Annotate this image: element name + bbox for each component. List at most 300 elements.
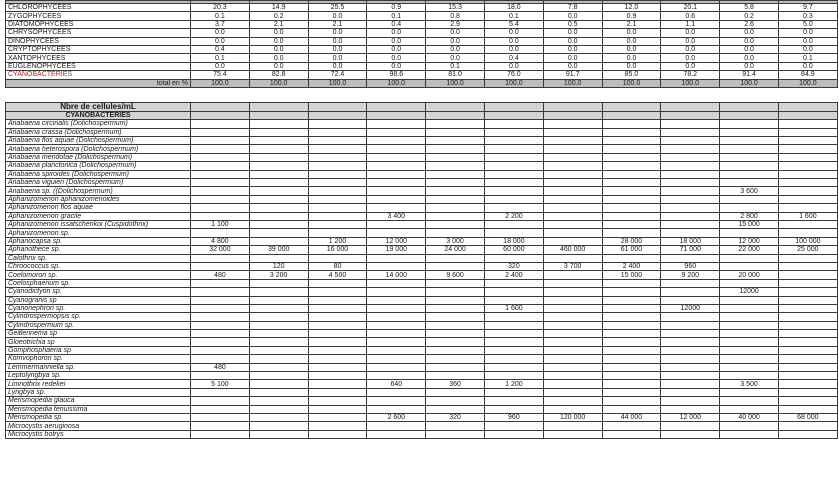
value-cell bbox=[367, 372, 426, 380]
value-cell bbox=[778, 313, 837, 321]
value-cell: 960 bbox=[484, 413, 543, 421]
row-label: Cyanonephron sp. bbox=[6, 304, 191, 312]
value-cell bbox=[308, 254, 367, 262]
value-cell bbox=[543, 170, 602, 178]
row-label: Aphanizomenon issatschenkoi (Cuspidothrix) bbox=[6, 220, 191, 228]
value-cell bbox=[778, 380, 837, 388]
species-row bbox=[6, 220, 838, 228]
value-cell bbox=[191, 313, 250, 321]
value-cell: 82.8 bbox=[249, 71, 308, 79]
value-cell bbox=[484, 120, 543, 128]
value-cell bbox=[543, 372, 602, 380]
value-cell bbox=[602, 162, 661, 170]
value-cell bbox=[308, 145, 367, 153]
value-cell: 25.5 bbox=[308, 4, 367, 12]
value-cell bbox=[720, 102, 779, 111]
value-cell bbox=[426, 313, 485, 321]
value-cell bbox=[661, 195, 720, 203]
value-cell bbox=[543, 397, 602, 405]
value-cell bbox=[308, 330, 367, 338]
row-label: XANTOPHYCEES bbox=[6, 54, 191, 62]
value-cell: 100.0 bbox=[661, 79, 720, 87]
value-cell bbox=[778, 187, 837, 195]
value-cell bbox=[484, 313, 543, 321]
row-label: Coelomoron sp. bbox=[6, 271, 191, 279]
value-cell: 14.9 bbox=[249, 4, 308, 12]
row-label: Anabaena crassa (Dolichospermum) bbox=[6, 128, 191, 136]
value-cell: 0.0 bbox=[543, 29, 602, 37]
species-row bbox=[6, 288, 838, 296]
value-cell bbox=[249, 372, 308, 380]
value-cell bbox=[661, 397, 720, 405]
value-cell bbox=[720, 179, 779, 187]
value-cell: 0.0 bbox=[720, 62, 779, 70]
value-cell bbox=[543, 128, 602, 136]
value-cell bbox=[191, 338, 250, 346]
species-row bbox=[6, 413, 838, 421]
value-cell bbox=[308, 137, 367, 145]
value-cell bbox=[720, 355, 779, 363]
value-cell bbox=[778, 321, 837, 329]
species-row bbox=[6, 145, 838, 153]
species-row bbox=[6, 162, 838, 170]
value-cell: 100.0 bbox=[191, 79, 250, 87]
value-cell: 120 000 bbox=[543, 413, 602, 421]
species-row bbox=[6, 237, 838, 245]
row-label: CRYPTOPHYCEES bbox=[6, 45, 191, 53]
value-cell bbox=[661, 363, 720, 371]
value-cell: 320 bbox=[484, 262, 543, 270]
value-cell bbox=[249, 237, 308, 245]
value-cell bbox=[426, 204, 485, 212]
value-cell bbox=[426, 262, 485, 270]
value-cell bbox=[191, 262, 250, 270]
value-cell: 85.0 bbox=[602, 71, 661, 79]
value-cell: 0.0 bbox=[602, 37, 661, 45]
row-label: Cyanodictyon sp. bbox=[6, 288, 191, 296]
value-cell bbox=[484, 397, 543, 405]
value-cell bbox=[543, 313, 602, 321]
value-cell bbox=[602, 338, 661, 346]
value-cell bbox=[543, 153, 602, 161]
value-cell bbox=[602, 153, 661, 161]
value-cell bbox=[720, 304, 779, 312]
row-label: Anabaena mendotae (Dolichospermum) bbox=[6, 153, 191, 161]
value-cell bbox=[602, 220, 661, 228]
value-cell bbox=[778, 179, 837, 187]
value-cell: 0.0 bbox=[308, 45, 367, 53]
value-cell bbox=[661, 128, 720, 136]
value-cell bbox=[191, 288, 250, 296]
value-cell bbox=[778, 162, 837, 170]
value-cell bbox=[367, 120, 426, 128]
value-cell: 12 000 bbox=[367, 237, 426, 245]
value-cell bbox=[778, 145, 837, 153]
row-label: Gloeotrichia sp bbox=[6, 338, 191, 346]
value-cell: 360 bbox=[426, 380, 485, 388]
value-cell bbox=[661, 179, 720, 187]
row-label: Komvophoron sp. bbox=[6, 355, 191, 363]
value-cell: 0.0 bbox=[778, 37, 837, 45]
value-cell: 0.0 bbox=[308, 37, 367, 45]
value-cell: 0.4 bbox=[367, 20, 426, 28]
gap-cell bbox=[778, 87, 837, 102]
value-cell bbox=[308, 413, 367, 421]
value-cell: 0.0 bbox=[367, 54, 426, 62]
value-cell bbox=[484, 346, 543, 354]
value-cell bbox=[308, 170, 367, 178]
value-cell bbox=[720, 321, 779, 329]
value-cell bbox=[484, 204, 543, 212]
value-cell bbox=[367, 145, 426, 153]
value-cell bbox=[602, 288, 661, 296]
value-cell: 100.0 bbox=[308, 79, 367, 87]
value-cell bbox=[602, 330, 661, 338]
value-cell bbox=[249, 313, 308, 321]
value-cell bbox=[308, 220, 367, 228]
value-cell bbox=[720, 397, 779, 405]
value-cell bbox=[778, 288, 837, 296]
value-cell bbox=[543, 204, 602, 212]
row-label: Aphanocapsa sp. bbox=[6, 237, 191, 245]
value-cell bbox=[543, 271, 602, 279]
value-cell bbox=[426, 254, 485, 262]
value-cell bbox=[308, 212, 367, 220]
value-cell bbox=[367, 195, 426, 203]
value-cell bbox=[308, 102, 367, 111]
value-cell bbox=[191, 187, 250, 195]
value-cell bbox=[249, 254, 308, 262]
value-cell bbox=[720, 279, 779, 287]
value-cell bbox=[543, 212, 602, 220]
value-cell bbox=[543, 137, 602, 145]
value-cell bbox=[308, 355, 367, 363]
value-cell bbox=[426, 170, 485, 178]
value-cell: 81.0 bbox=[426, 71, 485, 79]
value-cell bbox=[543, 145, 602, 153]
value-cell bbox=[426, 346, 485, 354]
value-cell: 68 000 bbox=[778, 413, 837, 421]
value-cell bbox=[426, 195, 485, 203]
value-cell: 640 bbox=[367, 380, 426, 388]
value-cell: 76.0 bbox=[484, 71, 543, 79]
value-cell: 2.1 bbox=[602, 20, 661, 28]
row-label: ZYGOPHYCEES bbox=[6, 12, 191, 20]
value-cell bbox=[661, 153, 720, 161]
value-cell bbox=[778, 338, 837, 346]
species-row bbox=[6, 187, 838, 195]
value-cell bbox=[720, 111, 779, 119]
species-row bbox=[6, 195, 838, 203]
section-gap bbox=[6, 87, 838, 102]
row-label: Microcystis botrys bbox=[6, 430, 191, 438]
value-cell: 91.4 bbox=[720, 71, 779, 79]
value-cell: 5 100 bbox=[191, 380, 250, 388]
row-label: Merismopedia glauca bbox=[6, 397, 191, 405]
value-cell bbox=[543, 162, 602, 170]
value-cell bbox=[367, 397, 426, 405]
value-cell bbox=[778, 229, 837, 237]
value-cell: 0.1 bbox=[484, 12, 543, 20]
value-cell: 75.4 bbox=[191, 71, 250, 79]
value-cell: 0.0 bbox=[308, 62, 367, 70]
value-cell bbox=[308, 179, 367, 187]
value-cell bbox=[367, 363, 426, 371]
value-cell: 0.0 bbox=[602, 29, 661, 37]
value-cell bbox=[426, 430, 485, 438]
value-cell bbox=[778, 204, 837, 212]
value-cell bbox=[661, 204, 720, 212]
value-cell bbox=[367, 288, 426, 296]
value-cell: 60 000 bbox=[484, 246, 543, 254]
value-cell: 16 000 bbox=[308, 246, 367, 254]
value-cell: 0.1 bbox=[191, 54, 250, 62]
value-cell bbox=[484, 179, 543, 187]
value-cell bbox=[720, 346, 779, 354]
value-cell: 0.0 bbox=[602, 54, 661, 62]
value-cell bbox=[543, 338, 602, 346]
value-cell bbox=[661, 321, 720, 329]
species-row bbox=[6, 128, 838, 136]
value-cell bbox=[543, 288, 602, 296]
value-cell: 3 700 bbox=[543, 262, 602, 270]
value-cell bbox=[661, 422, 720, 430]
value-cell bbox=[484, 296, 543, 304]
value-cell bbox=[543, 111, 602, 119]
value-cell bbox=[367, 137, 426, 145]
value-cell: 1 200 bbox=[484, 380, 543, 388]
value-cell bbox=[367, 128, 426, 136]
value-cell: 2 400 bbox=[484, 271, 543, 279]
value-cell bbox=[426, 330, 485, 338]
value-cell bbox=[367, 187, 426, 195]
value-cell bbox=[484, 162, 543, 170]
value-cell bbox=[249, 170, 308, 178]
value-cell bbox=[249, 304, 308, 312]
value-cell: 0.0 bbox=[484, 62, 543, 70]
value-cell bbox=[778, 430, 837, 438]
group-row bbox=[6, 54, 838, 62]
species-row bbox=[6, 304, 838, 312]
value-cell bbox=[778, 111, 837, 119]
value-cell: 0.0 bbox=[661, 37, 720, 45]
group-row bbox=[6, 12, 838, 20]
value-cell: 0.2 bbox=[720, 12, 779, 20]
row-label: total en % bbox=[6, 79, 191, 87]
gap-cell bbox=[426, 87, 485, 102]
row-label: Aphanizomenon flos aquae bbox=[6, 204, 191, 212]
value-cell bbox=[249, 137, 308, 145]
value-cell bbox=[191, 179, 250, 187]
value-cell bbox=[308, 288, 367, 296]
value-cell bbox=[308, 279, 367, 287]
value-cell bbox=[191, 330, 250, 338]
row-label: CYANOBACTERIES bbox=[6, 111, 191, 119]
value-cell bbox=[426, 153, 485, 161]
value-cell bbox=[308, 363, 367, 371]
value-cell bbox=[367, 220, 426, 228]
gap-cell bbox=[308, 87, 367, 102]
value-cell: 0.0 bbox=[543, 12, 602, 20]
value-cell: 3 500 bbox=[720, 380, 779, 388]
value-cell bbox=[249, 204, 308, 212]
gap-cell bbox=[249, 87, 308, 102]
gap-cell bbox=[191, 87, 250, 102]
value-cell: 15 000 bbox=[720, 220, 779, 228]
value-cell bbox=[249, 195, 308, 203]
value-cell: 0.9 bbox=[602, 12, 661, 20]
value-cell bbox=[602, 304, 661, 312]
value-cell bbox=[484, 388, 543, 396]
value-cell bbox=[778, 262, 837, 270]
value-cell bbox=[543, 279, 602, 287]
value-cell bbox=[543, 380, 602, 388]
gap-cell bbox=[367, 87, 426, 102]
value-cell: 100.0 bbox=[543, 79, 602, 87]
group-row bbox=[6, 37, 838, 45]
value-cell bbox=[308, 162, 367, 170]
value-cell: 100.0 bbox=[484, 79, 543, 87]
value-cell: 0.0 bbox=[484, 37, 543, 45]
value-cell: 0.0 bbox=[367, 45, 426, 53]
value-cell bbox=[543, 220, 602, 228]
value-cell: 0.0 bbox=[543, 54, 602, 62]
value-cell bbox=[426, 372, 485, 380]
value-cell: 72.4 bbox=[308, 71, 367, 79]
row-label: CYANOBACTERIES bbox=[6, 71, 191, 79]
value-cell bbox=[308, 422, 367, 430]
value-cell: 40 000 bbox=[720, 413, 779, 421]
value-cell: 12 000 bbox=[661, 413, 720, 421]
value-cell bbox=[661, 380, 720, 388]
value-cell: 0.1 bbox=[191, 12, 250, 20]
value-cell: 120 bbox=[249, 262, 308, 270]
value-cell: 78.2 bbox=[661, 71, 720, 79]
value-cell bbox=[426, 321, 485, 329]
value-cell bbox=[308, 195, 367, 203]
value-cell bbox=[249, 220, 308, 228]
row-label: Gomphosphaeria sp bbox=[6, 346, 191, 354]
value-cell bbox=[249, 363, 308, 371]
value-cell bbox=[602, 279, 661, 287]
value-cell bbox=[778, 346, 837, 354]
value-cell: 0.1 bbox=[778, 54, 837, 62]
value-cell: 2 600 bbox=[367, 413, 426, 421]
value-cell bbox=[308, 388, 367, 396]
value-cell bbox=[308, 321, 367, 329]
value-cell: 320 bbox=[426, 413, 485, 421]
value-cell bbox=[308, 430, 367, 438]
value-cell: 0.0 bbox=[484, 29, 543, 37]
value-cell bbox=[661, 137, 720, 145]
species-row bbox=[6, 372, 838, 380]
value-cell bbox=[367, 262, 426, 270]
gap-cell bbox=[543, 87, 602, 102]
value-cell bbox=[367, 313, 426, 321]
value-cell bbox=[661, 187, 720, 195]
value-cell bbox=[778, 120, 837, 128]
value-cell bbox=[661, 313, 720, 321]
value-cell bbox=[191, 137, 250, 145]
value-cell bbox=[426, 212, 485, 220]
value-cell bbox=[426, 397, 485, 405]
value-cell bbox=[720, 120, 779, 128]
species-row bbox=[6, 229, 838, 237]
value-cell bbox=[543, 355, 602, 363]
value-cell bbox=[249, 355, 308, 363]
row-label: Anabaena planctonica (Dolichospermum) bbox=[6, 162, 191, 170]
value-cell bbox=[543, 304, 602, 312]
value-cell: 100.0 bbox=[426, 79, 485, 87]
value-cell: 0.0 bbox=[543, 45, 602, 53]
value-cell: 3 200 bbox=[249, 271, 308, 279]
value-cell bbox=[778, 271, 837, 279]
value-cell bbox=[602, 422, 661, 430]
value-cell: 7.8 bbox=[543, 4, 602, 12]
value-cell: 2 800 bbox=[720, 212, 779, 220]
value-cell bbox=[191, 145, 250, 153]
value-cell bbox=[543, 321, 602, 329]
value-cell bbox=[720, 137, 779, 145]
value-cell bbox=[720, 229, 779, 237]
value-cell: 960 bbox=[661, 262, 720, 270]
value-cell: 0.0 bbox=[778, 29, 837, 37]
value-cell: 0.3 bbox=[778, 12, 837, 20]
gap-cell bbox=[602, 87, 661, 102]
value-cell bbox=[367, 102, 426, 111]
value-cell bbox=[426, 422, 485, 430]
value-cell bbox=[367, 254, 426, 262]
value-cell: 2.9 bbox=[426, 20, 485, 28]
value-cell: 0.0 bbox=[720, 54, 779, 62]
value-cell bbox=[249, 388, 308, 396]
value-cell bbox=[367, 422, 426, 430]
species-row bbox=[6, 170, 838, 178]
value-cell bbox=[191, 296, 250, 304]
value-cell bbox=[602, 372, 661, 380]
value-cell bbox=[543, 179, 602, 187]
value-cell bbox=[484, 321, 543, 329]
value-cell bbox=[661, 330, 720, 338]
row-label: Nbre de cellules/mL bbox=[6, 102, 191, 111]
value-cell bbox=[720, 296, 779, 304]
value-cell bbox=[602, 296, 661, 304]
value-cell: 0.0 bbox=[426, 29, 485, 37]
value-cell bbox=[602, 380, 661, 388]
value-cell: 24 000 bbox=[426, 246, 485, 254]
value-cell bbox=[426, 355, 485, 363]
gap-cell bbox=[661, 87, 720, 102]
value-cell bbox=[602, 397, 661, 405]
value-cell bbox=[778, 153, 837, 161]
value-cell bbox=[367, 388, 426, 396]
value-cell bbox=[484, 372, 543, 380]
value-cell: 71 000 bbox=[661, 246, 720, 254]
value-cell: 0.9 bbox=[367, 4, 426, 12]
value-cell bbox=[191, 153, 250, 161]
value-cell bbox=[426, 162, 485, 170]
row-label: Aphanizomenon gracile bbox=[6, 212, 191, 220]
value-cell bbox=[661, 120, 720, 128]
species-row bbox=[6, 338, 838, 346]
value-cell: 3 400 bbox=[367, 212, 426, 220]
value-cell bbox=[249, 111, 308, 119]
value-cell bbox=[720, 422, 779, 430]
value-cell bbox=[484, 355, 543, 363]
value-cell bbox=[602, 388, 661, 396]
value-cell bbox=[720, 363, 779, 371]
species-row bbox=[6, 422, 838, 430]
